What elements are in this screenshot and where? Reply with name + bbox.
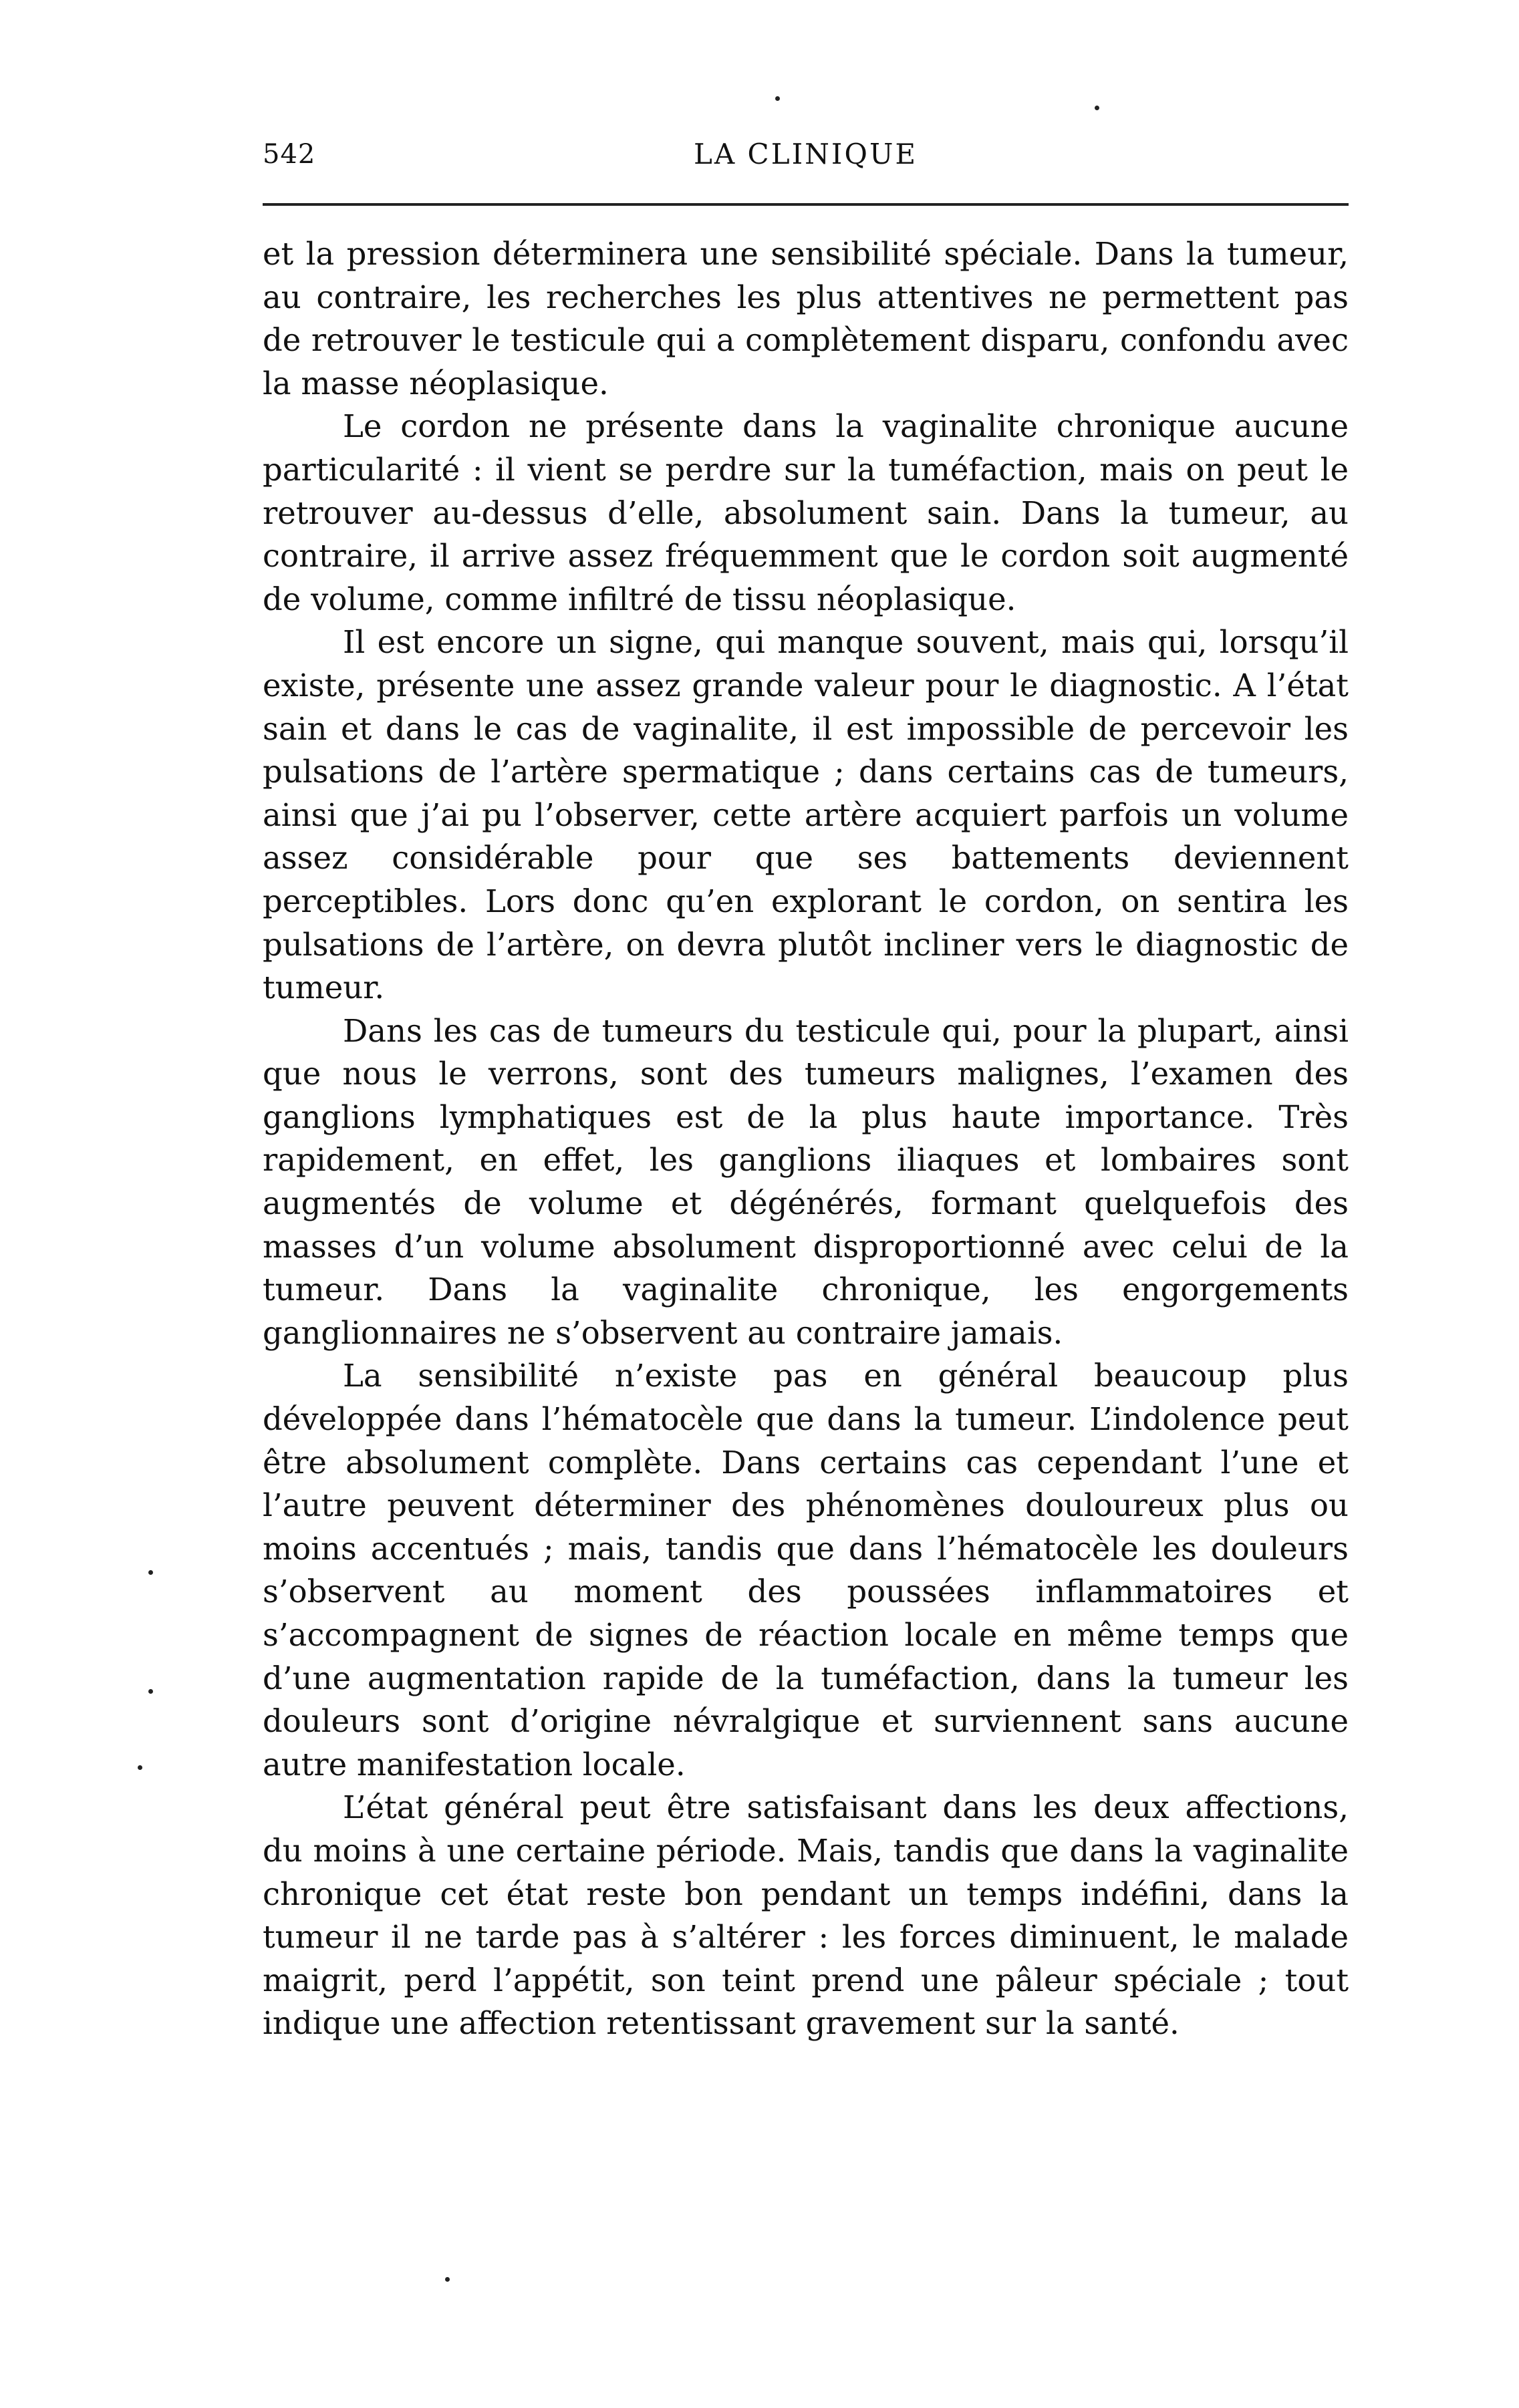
scan-speck (148, 1689, 153, 1694)
paragraph: Dans les cas de tumeurs du testicule qui, pour la plupart, ainsi que nous le verrons, sont des tumeurs malignes, l’examen des ganglions lymphatiques est de la plus haute importance. Très rapidement, en effet, les ganglions iliaques et lombaires sont augmentés de volume et dégénérés, formant quelquefois des masses d’un volume absolument disproportionné avec celui de la tumeur. Dans la vaginalite chronique, les engorgements ganglionnaires ne s’observent au contraire jamais. (263, 1012, 1349, 1351)
scan-speck (138, 1765, 142, 1770)
scan-speck (148, 1570, 153, 1575)
page-number: 542 (263, 139, 316, 170)
scan-speck (1095, 106, 1099, 110)
running-head (263, 132, 1349, 179)
header-rule (263, 203, 1349, 206)
paragraph: et la pression déterminera une sensibilité spéciale. Dans la tumeur, au contraire, les recherches les plus attentives ne permettent pas de retrouver le testicule qui a complètement disparu, confondu avec la masse néoplasique. (263, 236, 1349, 402)
paragraph: La sensibilité n’existe pas en général beaucoup plus développée dans l’hématocèle que dans la tumeur. L’indolence peut être absolument complète. Dans certains cas cependant l’une et l’autre peuvent déterminer des phénomènes douloureux plus ou moins accentués ; mais, tandis que dans l’hématocèle les douleurs s’observent au moment des poussées inflammatoires et s’accompagnent de signes de réaction locale en même temps que d’une augmentation rapide de la tuméfaction, dans la tumeur les douleurs sont d’origine névralgique et surviennent sans aucune autre manifestation locale. (263, 1358, 1349, 1783)
paragraph: L’état général peut être satisfaisant dans les deux affections, du moins à une certaine période. Mais, tandis que dans la vaginalite chronique cet état reste bon pendant un temps indéfini, dans la tumeur il ne tarde pas à s’altérer : les forces diminuent, le malade maigrit, perd l’appétit, son teint prend une pâleur spéciale ; tout indique une affection retentissant gravement sur la santé. (263, 1789, 1349, 2042)
paragraph: Le cordon ne présente dans la vaginalite chronique aucune particularité : il vient se perdre sur la tuméfaction, mais on peut le retrouver au-dessus d’elle, absolument sain. Dans la tumeur, au contraire, il arrive assez fréquemment que le cordon soit augmenté de volume, comme infiltré de tissu néoplasique. (263, 408, 1349, 617)
body-text (263, 233, 1349, 2045)
scan-speck (775, 96, 780, 101)
scan-speck (445, 2277, 450, 2282)
journal-title: LA CLINIQUE (693, 138, 918, 170)
paragraph: Il est encore un signe, qui manque souvent, mais qui, lorsqu’il existe, présente une assez grande valeur pour le diagnostic. A l’état sain et dans le cas de vaginalite, il est impossible de percevoir les pulsations de l’artère spermatique ; dans certains cas de tumeurs, ainsi que j’ai pu l’observer, cette artère acquiert parfois un volume assez considérable pour que ses battements deviennent perceptibles. Lors donc qu’en explorant le cordon, on sentira les pulsations de l’artère, on devra plutôt incliner vers le diagnostic de tumeur. (263, 624, 1349, 1006)
